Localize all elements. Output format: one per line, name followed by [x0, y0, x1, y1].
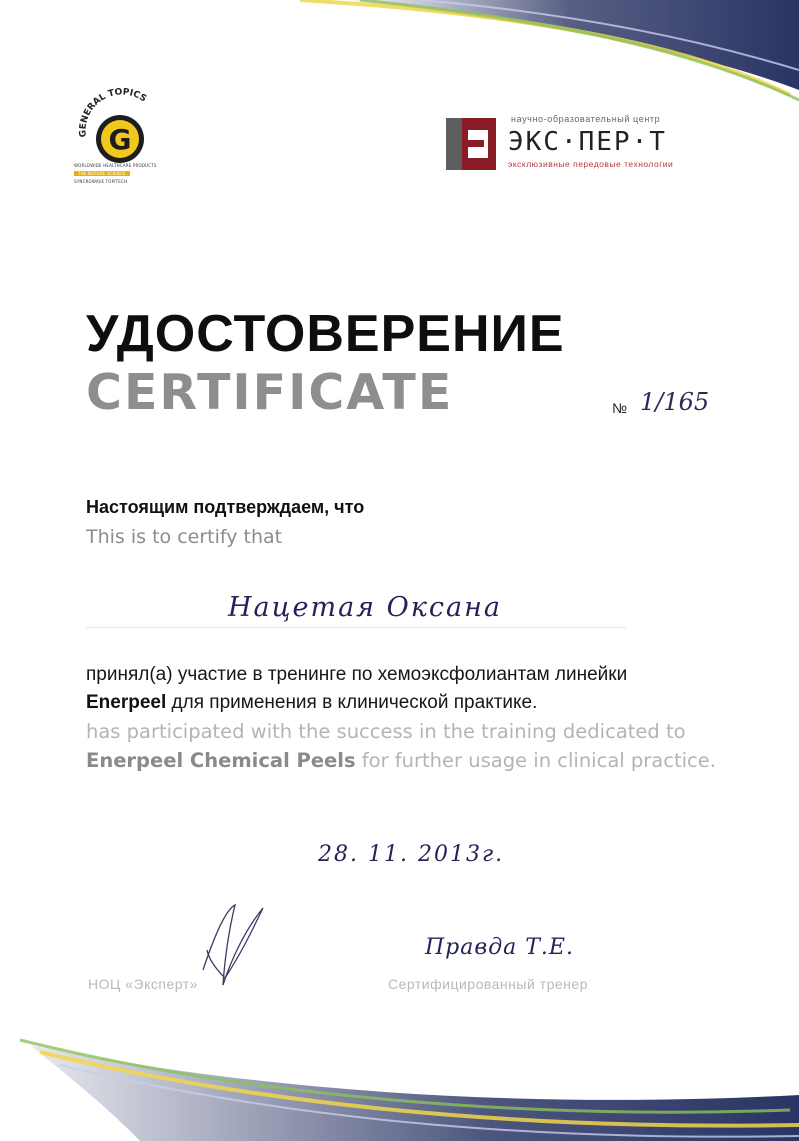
expert-top-text: научно-образовательный центр [511, 114, 661, 124]
number-label: № [612, 400, 628, 416]
expert-mark-icon [446, 118, 496, 170]
certificate-number: 1/165 [640, 388, 710, 416]
body-ru-line-2-rest: для применения в клинической практике. [166, 692, 538, 713]
issue-date: 28. 11. 2013г. [318, 842, 505, 867]
general-topics-letter: G [108, 123, 132, 156]
body-ru-line-2 [86, 692, 537, 714]
gt-small-line-3: SYNCROWAVE TOPITECH [74, 179, 128, 184]
body-ru-line-1: принял(а) участие в тренинге по хемоэксфолиантам линейки [86, 664, 628, 685]
gt-small-line-1: WORLDWIDE HEALTHCARE PRODUCTS [74, 163, 157, 168]
signature-label-right: Сертифицированный тренер [388, 976, 588, 992]
confirm-en: This is to certify that [86, 526, 283, 548]
expert-logo [446, 110, 726, 180]
general-topics-emblem [72, 85, 172, 165]
expert-subtitle: эксклюзивные передовые технологии [508, 159, 674, 169]
signature-label-left: НОЦ «Эксперт» [88, 976, 198, 992]
general-topics-logo [72, 85, 172, 190]
top-swoosh [300, 0, 799, 100]
trainer-signature: Правда Т.Е. [425, 935, 574, 960]
body-en-brand: Enerpeel Chemical Peels [86, 749, 356, 772]
body-en-line-2-rest: for further usage in clinical practice. [355, 749, 716, 772]
body-en-line-1: has participated with the success in the training dedicated to [86, 720, 686, 743]
bottom-swoosh [20, 1040, 799, 1141]
body-en-line-2 [86, 749, 716, 772]
title-ru: УДОСТОВЕРЕНИЕ [86, 305, 565, 363]
title-en: CERTIFICATE [86, 364, 454, 421]
recipient-name: Нацетая Оксана [228, 592, 502, 623]
general-topics-arc-text: GENERAL TOPICS [78, 87, 149, 138]
name-underline [86, 627, 626, 628]
director-signature [195, 900, 270, 995]
expert-name: ЭКС·ПЕР·Т [508, 127, 667, 157]
gt-small-line-2: THE NATURE SCIENCE [74, 171, 130, 176]
confirm-ru: Настоящим подтверждаем, что [86, 497, 365, 517]
body-ru-brand: Enerpeel [86, 692, 167, 713]
